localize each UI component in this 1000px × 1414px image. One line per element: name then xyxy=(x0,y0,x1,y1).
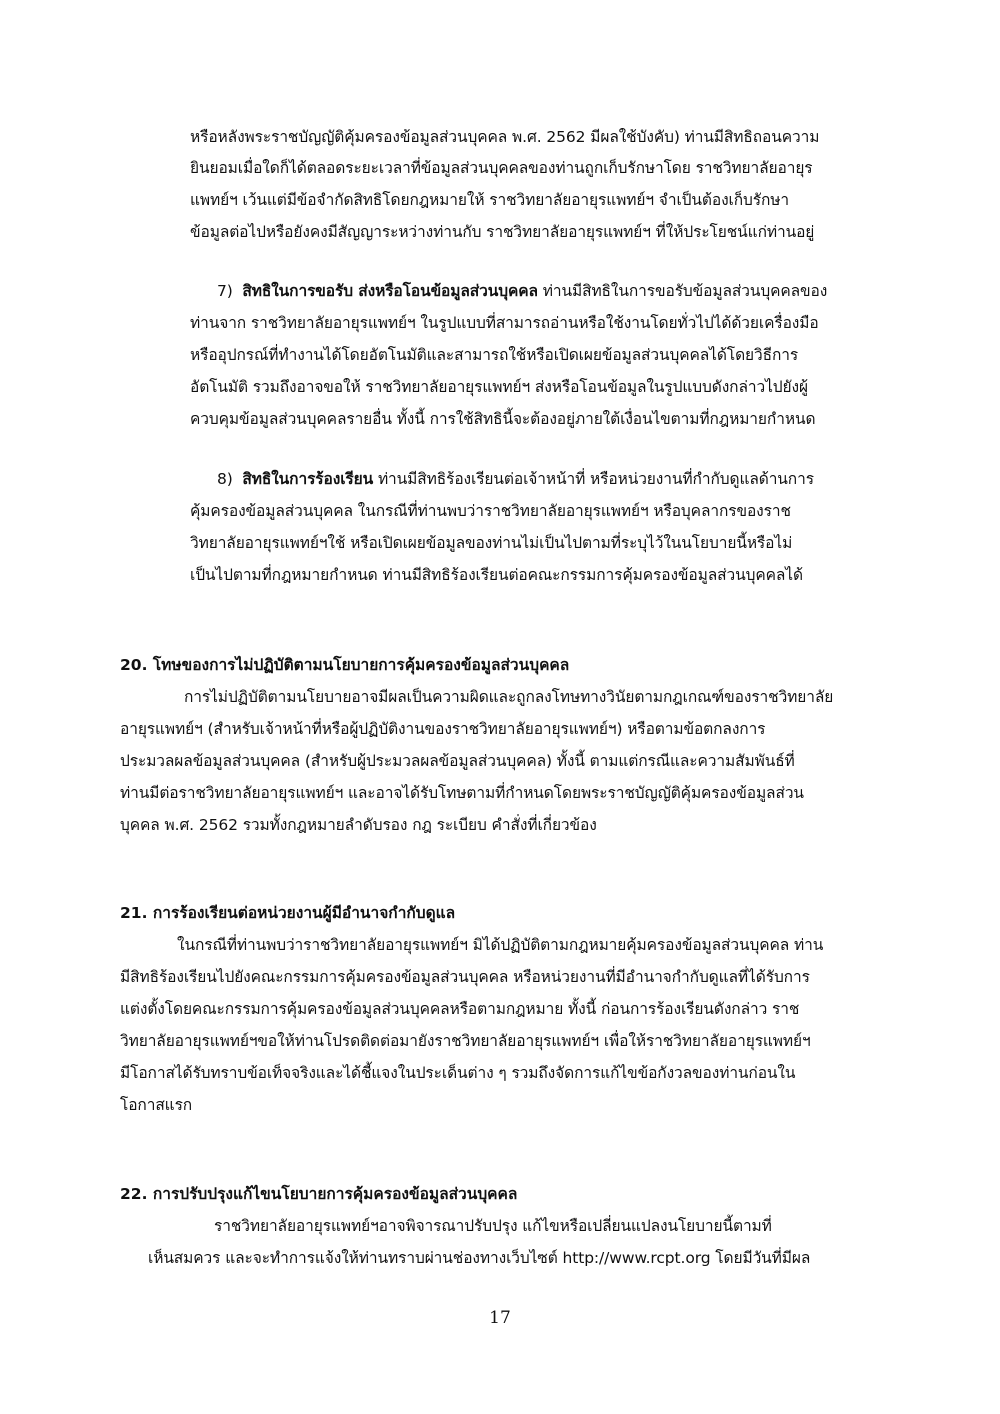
paragraph-line: ท่านจาก ราชวิทยาลัยอายุรแพทย์ฯ ในรูปแบบที่สามารถอ่านหรือใช้งานโดยทั่วไปได้ด้วยเครื่องมือ xyxy=(190,314,819,332)
page-number: 17 xyxy=(489,1308,511,1328)
list-item-title: สิทธิในการขอรับ ส่งหรือโอนข้อมูลส่วนบุคคล xyxy=(242,282,538,300)
list-item-first-line xyxy=(217,469,814,489)
paragraph-line: วิทยาลัยอายุรแพทย์ฯขอให้ท่านโปรดติดต่อมายังราชวิทยาลัยอายุรแพทย์ฯ เพื่อให้ราชวิทยาลัยอายุรแพทย์ฯ xyxy=(120,1032,811,1050)
section-heading: 22. การปรับปรุงแก้ไขนโยบายการคุ้มครองข้อมูลส่วนบุคคล xyxy=(120,1185,518,1203)
list-item-text: ท่านมีสิทธิร้องเรียนต่อเจ้าหน้าที่ หรือหน่วยงานที่กำกับดูแลด้านการ xyxy=(377,470,814,488)
paragraph-line: ราชวิทยาลัยอายุรแพทย์ฯอาจพิจารณาปรับปรุง แก้ไขหรือเปลี่ยนแปลงนโยบายนี้ตามที่ xyxy=(214,1217,772,1235)
paragraph-line: แต่งตั้งโดยคณะกรรมการคุ้มครองข้อมูลส่วนบุคคลหรือตามกฎหมาย ทั้งนี้ ก่อนการร้องเรียนดังกล่าว ราช xyxy=(120,1000,800,1018)
paragraph-line: การไม่ปฏิบัติตามนโยบายอาจมีผลเป็นความผิดและถูกลงโทษทางวินัยตามกฎเกณฑ์ของราชวิทยาลัย xyxy=(184,688,834,706)
list-item-first-line xyxy=(217,281,827,301)
paragraph-line: คุ้มครองข้อมูลส่วนบุคคล ในกรณีที่ท่านพบว่าราชวิทยาลัยอายุรแพทย์ฯ หรือบุคลากรของราช xyxy=(190,502,791,520)
paragraph-line: วิทยาลัยอายุรแพทย์ฯใช้ หรือเปิดเผยข้อมูลของท่านไม่เป็นไปตามที่ระบุไว้ในนโยบายนี้หรือไม่ xyxy=(190,534,793,552)
section-heading: 21. การร้องเรียนต่อหน่วยงานผู้มีอำนาจกำกับดูแล xyxy=(120,904,456,922)
paragraph-line: โอกาสแรก xyxy=(120,1096,193,1114)
paragraph-line: บุคคล พ.ศ. 2562 รวมทั้งกฎหมายลำดับรอง กฎ ระเบียบ คำสั่งที่เกี่ยวข้อง xyxy=(120,816,597,834)
list-item-title: สิทธิในการร้องเรียน xyxy=(242,470,374,488)
list-item-number: 7) xyxy=(217,282,233,300)
paragraph-line: แพทย์ฯ เว้นแต่มีข้อจำกัดสิทธิโดยกฎหมายให้ ราชวิทยาลัยอายุรแพทย์ฯ จำเป็นต้องเก็บรักษา xyxy=(190,191,789,209)
paragraph-line: หรืออุปกรณ์ที่ทำงานได้โดยอัตโนมัติและสามารถใช้หรือเปิดเผยข้อมูลส่วนบุคคลได้โดยวิธีการ xyxy=(190,346,799,364)
paragraph-line: หรือหลังพระราชบัญญัติคุ้มครองข้อมูลส่วนบุคคล พ.ศ. 2562 มีผลใช้บังคับ) ท่านมีสิทธิถอนความ xyxy=(190,128,820,146)
paragraph-line: ท่านมีต่อราชวิทยาลัยอายุรแพทย์ฯ และอาจได้รับโทษตามที่กำหนดโดยพระราชบัญญัติคุ้มครองข้อมูลส่วน xyxy=(120,784,804,802)
paragraph-line: มีโอกาสได้รับทราบข้อเท็จจริงและได้ชี้แจงในประเด็นต่าง ๆ รวมถึงจัดการแก้ไขข้อกังวลของท่านก่อนใน xyxy=(120,1064,796,1082)
paragraph-line: ควบคุมข้อมูลส่วนบุคคลรายอื่น ทั้งนี้ การใช้สิทธินี้จะต้องอยู่ภายใต้เงื่อนไขตามที่กฎหมายกำหนด xyxy=(190,410,816,428)
paragraph-line: เห็นสมควร และจะทำการแจ้งให้ท่านทราบผ่านช่องทางเว็บไซต์ http://www.rcpt.org โดยมีวันที่มีผล xyxy=(148,1249,811,1267)
paragraph-line: มีสิทธิร้องเรียนไปยังคณะกรรมการคุ้มครองข้อมูลส่วนบุคคล หรือหน่วยงานที่มีอำนาจกำกับดูแลที่ได้รับการ xyxy=(120,968,810,986)
paragraph-line: ข้อมูลต่อไปหรือยังคงมีสัญญาระหว่างท่านกับ ราชวิทยาลัยอายุรแพทย์ฯ ที่ให้ประโยชน์แก่ท่านอยู่ xyxy=(190,223,815,241)
paragraph-line: ในกรณีที่ท่านพบว่าราชวิทยาลัยอายุรแพทย์ฯ มิได้ปฏิบัติตามกฎหมายคุ้มครองข้อมูลส่วนบุคคล ท่าน xyxy=(177,936,824,954)
paragraph-line: ประมวลผลข้อมูลส่วนบุคคล (สำหรับผู้ประมวลผลข้อมูลส่วนบุคคล) ทั้งนี้ ตามแต่กรณีและความสัมพันธ์ที่ xyxy=(120,752,795,770)
paragraph-line: อายุรแพทย์ฯ (สำหรับเจ้าหน้าที่หรือผู้ปฏิบัติงานของราชวิทยาลัยอายุรแพทย์ฯ) หรือตามข้อตกลงการ xyxy=(120,720,766,738)
list-item-text: ท่านมีสิทธิในการขอรับข้อมูลส่วนบุคคลของ xyxy=(542,282,828,300)
paragraph-line: อัตโนมัติ รวมถึงอาจขอให้ ราชวิทยาลัยอายุรแพทย์ฯ ส่งหรือโอนข้อมูลในรูปแบบดังกล่าวไปยังผู้ xyxy=(190,378,808,396)
list-item-number: 8) xyxy=(217,470,233,488)
paragraph-line: เป็นไปตามที่กฎหมายกำหนด ท่านมีสิทธิร้องเรียนต่อคณะกรรมการคุ้มครองข้อมูลส่วนบุคคลได้ xyxy=(190,566,803,584)
paragraph-line: ยินยอมเมื่อใดก็ได้ตลอดระยะเวลาที่ข้อมูลส่วนบุคคลของท่านถูกเก็บรักษาโดย ราชวิทยาลัยอายุร xyxy=(190,159,813,177)
section-heading: 20. โทษของการไม่ปฏิบัติตามนโยบายการคุ้มครองข้อมูลส่วนบุคคล xyxy=(120,656,570,674)
